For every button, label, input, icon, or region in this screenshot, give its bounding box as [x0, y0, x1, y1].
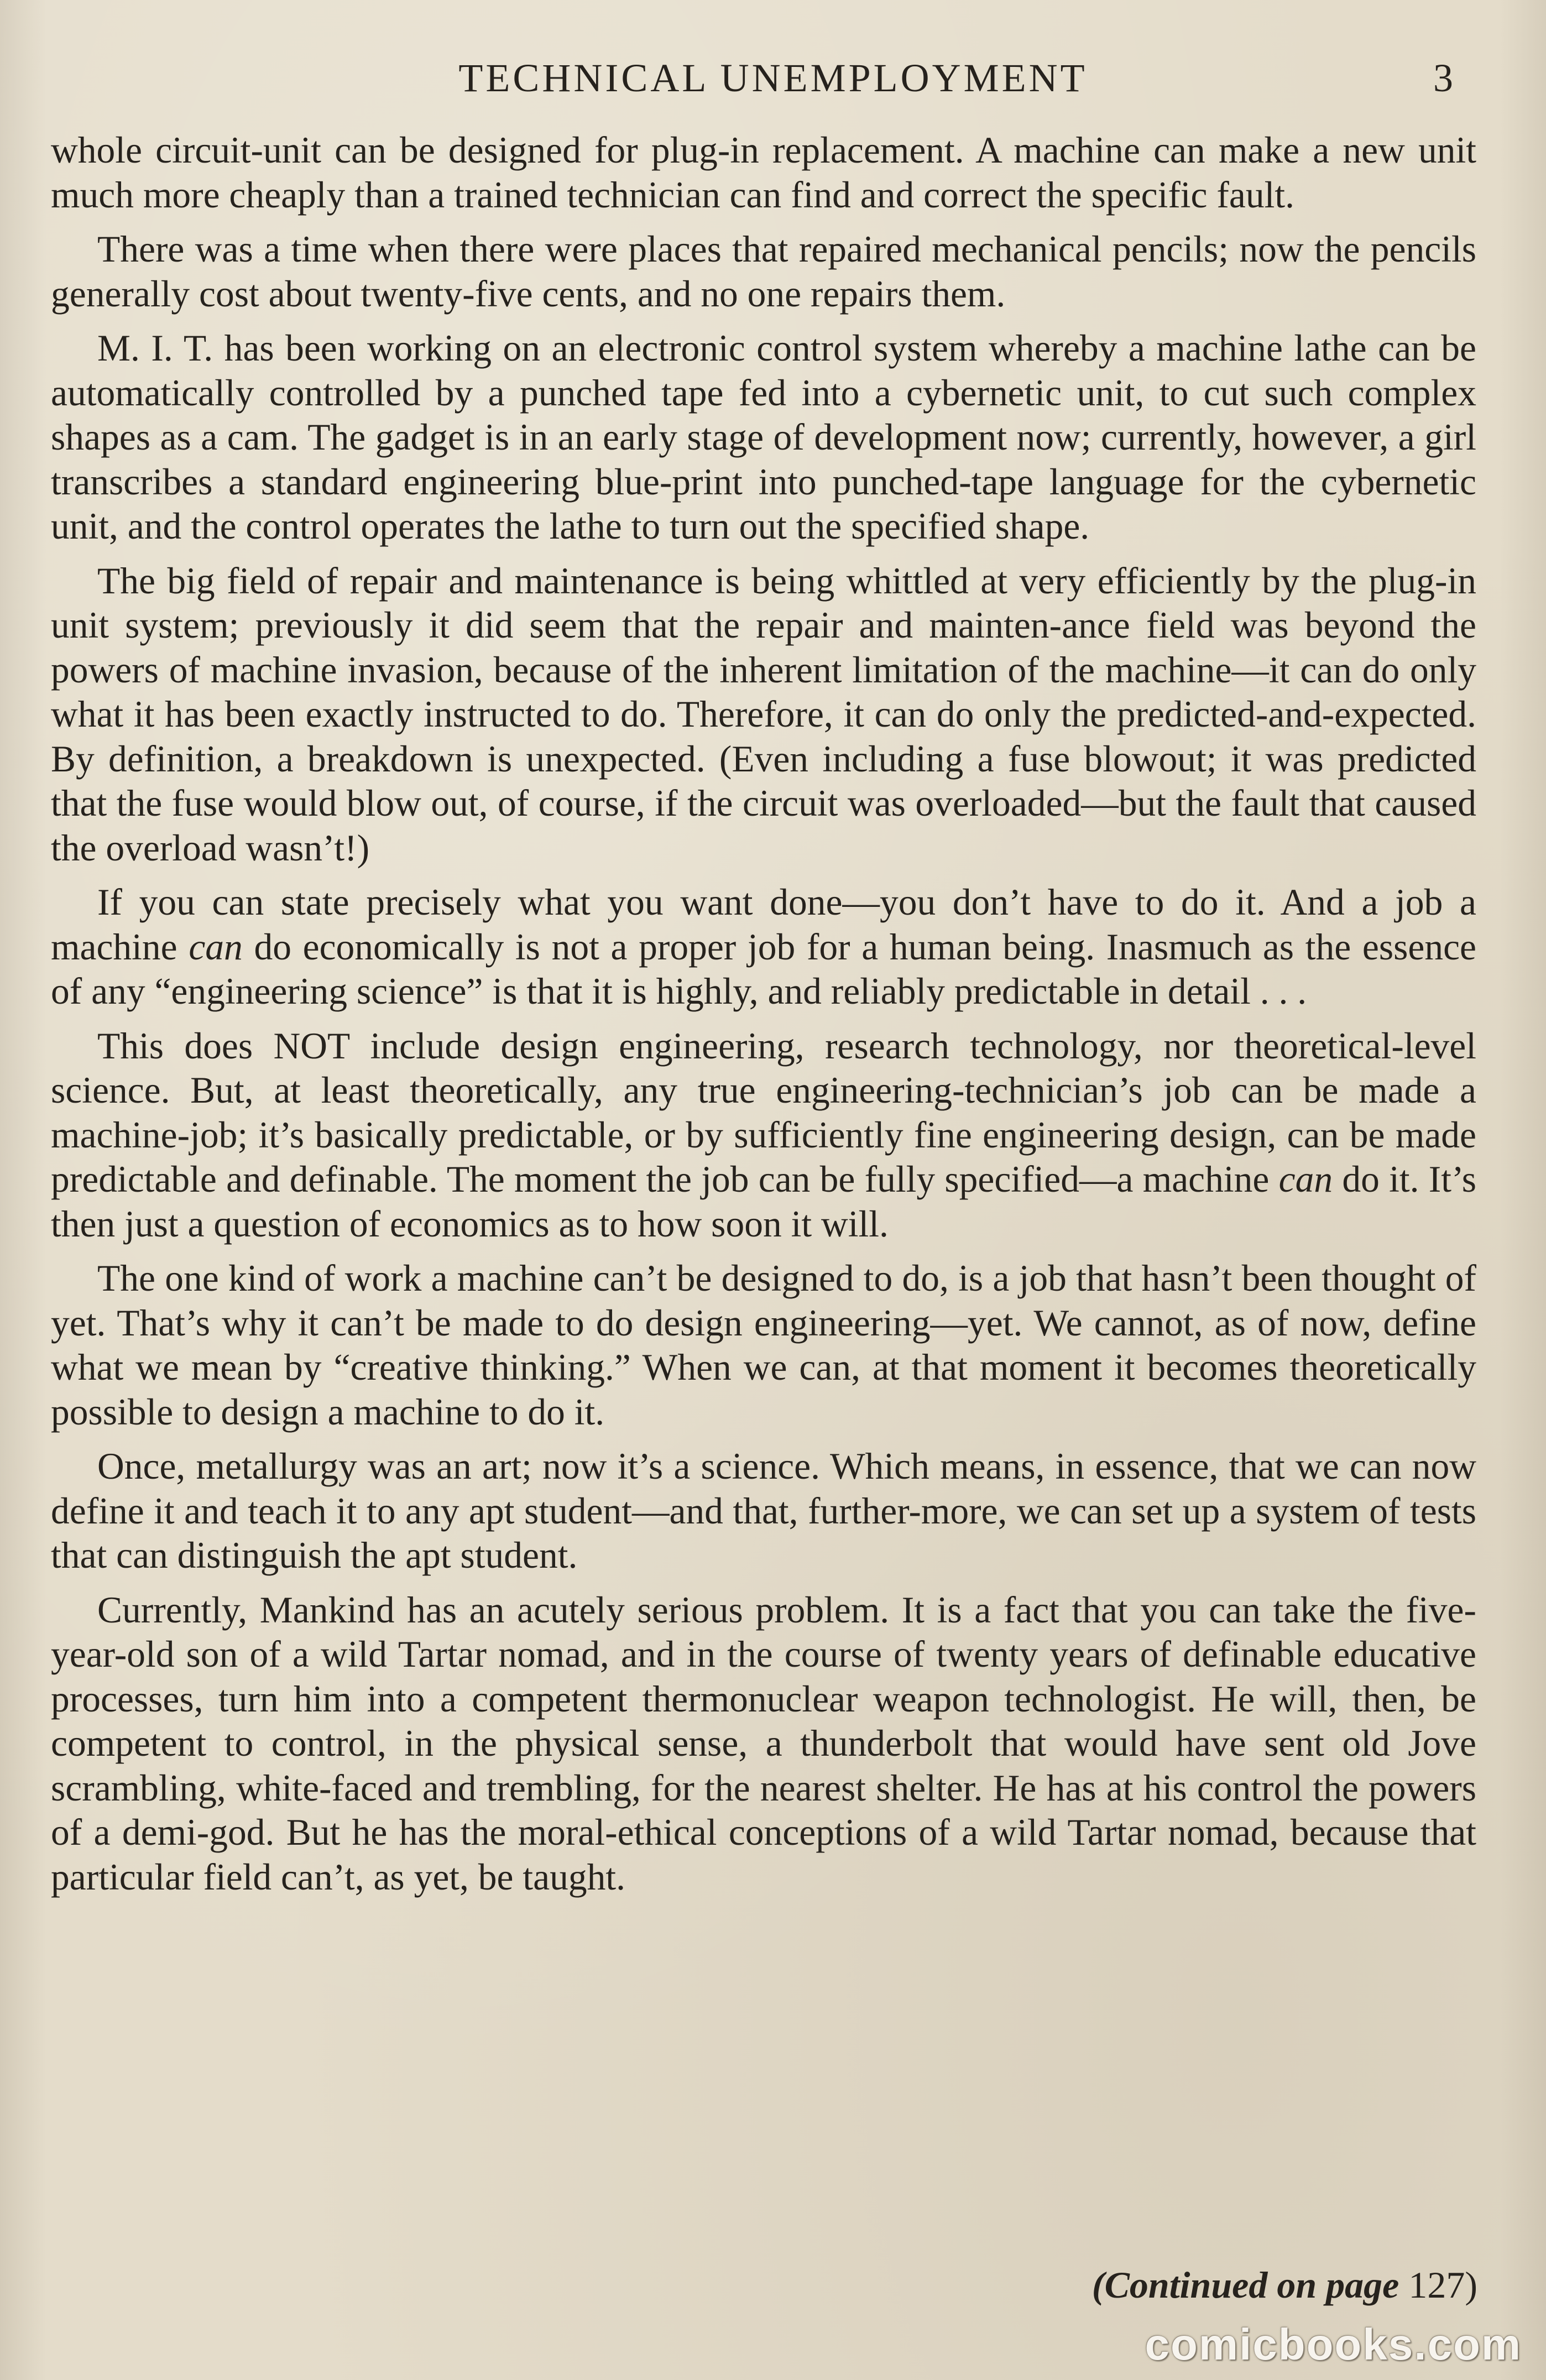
continued-page: 127): [1408, 2264, 1477, 2306]
paragraph: [51, 128, 1476, 217]
paragraph: [51, 1588, 1476, 1900]
paragraph: [51, 1024, 1476, 1247]
paragraph-text: The big field of repair and maintenance is being whittled at very efficiently by the plug-in unit system; previously it did seem that the repair and mainten-ance field was beyond the powers of machine invasion, because of the inherent limitation of the machine—it can do only what it has been exactly instructed to do. Therefore, it can do only the predicted-and-expected. By definition, a breakdown is unexpected. (Even including a fuse blowout; it was predicted that the fuse would blow out, of course, if the circuit was overloaded—but the fault that caused the overload wasn’t!): [51, 560, 1476, 869]
paragraph-text: Currently, Mankind has an acutely serious problem. It is a fact that you can take the five-year-old son of a wild Tartar nomad, and in the course of twenty years of definable educative processes, turn him into a competent thermonuclear weapon technologist. He will, then, be competent to control, in the physical sense, a thunderbolt that would have sent old Jove scrambling, white-faced and trembling, for the nearest shelter. He has at his control the powers of a demi-god. But he has the moral-ethical conceptions of a wild Tartar nomad, because that particular field can’t, as yet, be taught.: [51, 1589, 1476, 1898]
paragraph-text: If you can state precisely what you want done—you don’t have to do it. And a job a machine: [51, 881, 1476, 968]
paragraph: [51, 1256, 1476, 1434]
running-head: [0, 53, 1546, 103]
paragraph: [51, 1444, 1476, 1578]
continuation-note: [1092, 2262, 1477, 2308]
emphasis-text: can: [189, 926, 243, 968]
paragraph-text: do it. It’s then just a question of economics as to how soon it will.: [51, 1158, 1477, 1245]
paragraph-text: M. I. T. has been working on an electronic control system whereby a machine lathe can be automatically controlled by a punched tape fed into a cybernetic unit, to cut such complex shapes as a cam. The gadget is in an early stage of development now; currently, however, a girl transcribes a standard engineering blue-print into punched-tape language for the cybernetic unit, and the control operates the lathe to turn out the specified shape.: [51, 327, 1476, 547]
page-number: 3: [1433, 56, 1453, 100]
paragraph-text: The one kind of work a machine can’t be designed to do, is a job that hasn’t been thought of yet. That’s why it can’t be made to do design engineering—yet. We cannot, as of now, define what we mean by “creative thinking.” When we can, at that moment it becomes theoretically possible to design a machine to do it.: [51, 1257, 1476, 1433]
running-title: TECHNICAL UNEMPLOYMENT: [458, 56, 1088, 100]
paragraph-text: whole circuit-unit can be designed for plug-in replacement. A machine can make a new unit much more cheaply than a trained technician can find and correct the specific fault.: [51, 129, 1476, 216]
paragraph: [51, 880, 1476, 1014]
continued-label: (Continued on page: [1091, 2264, 1399, 2306]
paragraph-text: do economically is not a proper job for a human being. Inasmuch as the essence of any “engineering science” is that it is highly, and reliably predictable in detail . . .: [51, 926, 1476, 1012]
paragraph: [51, 326, 1476, 549]
emphasis-text: can: [1278, 1158, 1333, 1200]
paragraph: [51, 227, 1476, 316]
site-watermark: comicbooks.com: [1145, 2320, 1522, 2369]
paragraph: [51, 559, 1476, 871]
paragraph-text: This does NOT include design engineering, research technology, nor theoretical-level science. But, at least theoretically, any true engineering-technician’s job can be made a machine-job; it’s basically predictable, or by sufficiently fine engineering design, can be made predictable and definable. The moment the job can be fully specified—a machine: [51, 1025, 1476, 1200]
article-body: [51, 128, 1476, 1909]
paragraph-text: Once, metallurgy was an art; now it’s a science. Which means, in essence, that we can now define it and teach it to any apt student—and that, further-more, we can set up a system of tests that can distinguish the apt student.: [51, 1445, 1476, 1576]
paragraph-text: There was a time when there were places that repaired mechanical pencils; now the pencils generally cost about twenty-five cents, and no one repairs them.: [51, 228, 1476, 315]
